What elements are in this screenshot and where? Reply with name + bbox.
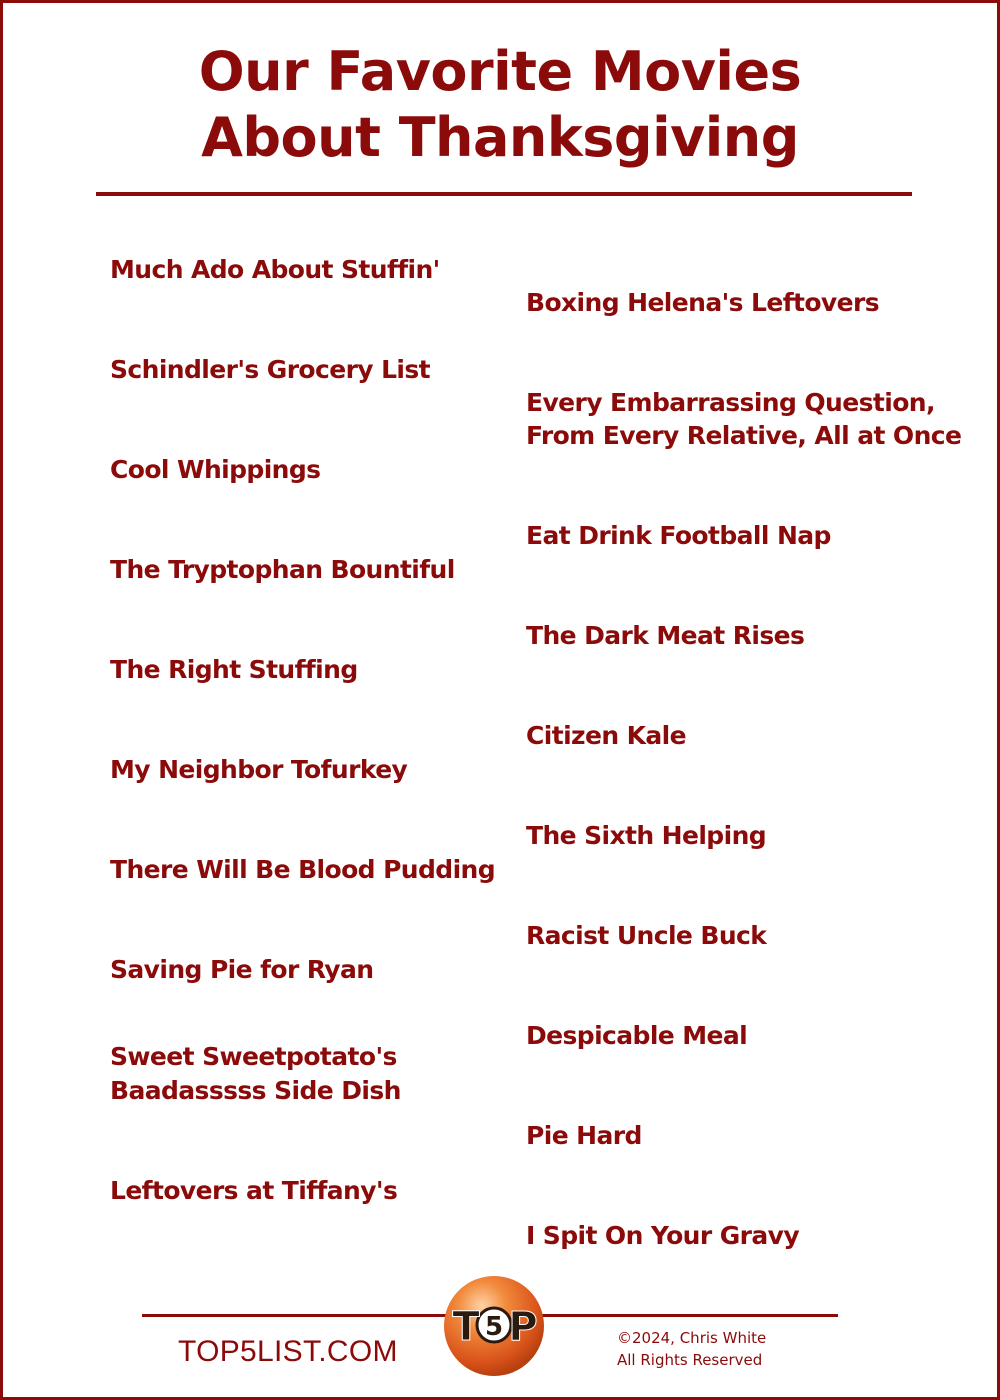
list-item: Cool Whippings	[110, 455, 321, 484]
list-item: Leftovers at Tiffany's	[110, 1176, 398, 1205]
list-item: Eat Drink Football Nap	[526, 521, 831, 550]
list-item: Saving Pie for Ryan	[110, 955, 374, 984]
list-item: Racist Uncle Buck	[526, 921, 767, 950]
list-item: The Dark Meat Rises	[526, 621, 805, 650]
site-name[interactable]: TOP5LIST.COM	[178, 1335, 398, 1368]
copyright-text: ©2024, Chris White	[617, 1329, 767, 1347]
page-title-line2: About Thanksgiving	[201, 106, 799, 169]
list-item: Citizen Kale	[526, 721, 687, 750]
svg-text:P: P	[508, 1304, 538, 1350]
list-item: The Sixth Helping	[526, 821, 767, 850]
rights-text: All Rights Reserved	[617, 1351, 763, 1369]
page-title-line1: Our Favorite Movies	[198, 40, 802, 103]
list-item: I Spit On Your Gravy	[526, 1221, 800, 1250]
list-item: The Right Stuffing	[110, 655, 358, 684]
list-item-continuation: From Every Relative, All at Once	[526, 421, 962, 450]
list-item: There Will Be Blood Pudding	[110, 855, 496, 884]
top5-logo-icon	[440, 1272, 548, 1380]
svg-text:T: T	[452, 1304, 480, 1350]
list-item: Every Embarrassing Question,	[526, 388, 935, 417]
list-item: Sweet Sweetpotato's	[110, 1042, 397, 1071]
svg-text:5: 5	[484, 1312, 504, 1342]
list-item: Much Ado About Stuffin'	[110, 255, 440, 284]
list-item: My Neighbor Tofurkey	[110, 755, 408, 784]
list-item: Schindler's Grocery List	[110, 355, 431, 384]
list-item-continuation: Baadasssss Side Dish	[110, 1076, 401, 1105]
list-item: The Tryptophan Bountiful	[110, 555, 455, 584]
title-divider	[96, 192, 912, 196]
list-item: Pie Hard	[526, 1121, 642, 1150]
list-item: Boxing Helena's Leftovers	[526, 288, 879, 317]
list-item: Despicable Meal	[526, 1021, 748, 1050]
